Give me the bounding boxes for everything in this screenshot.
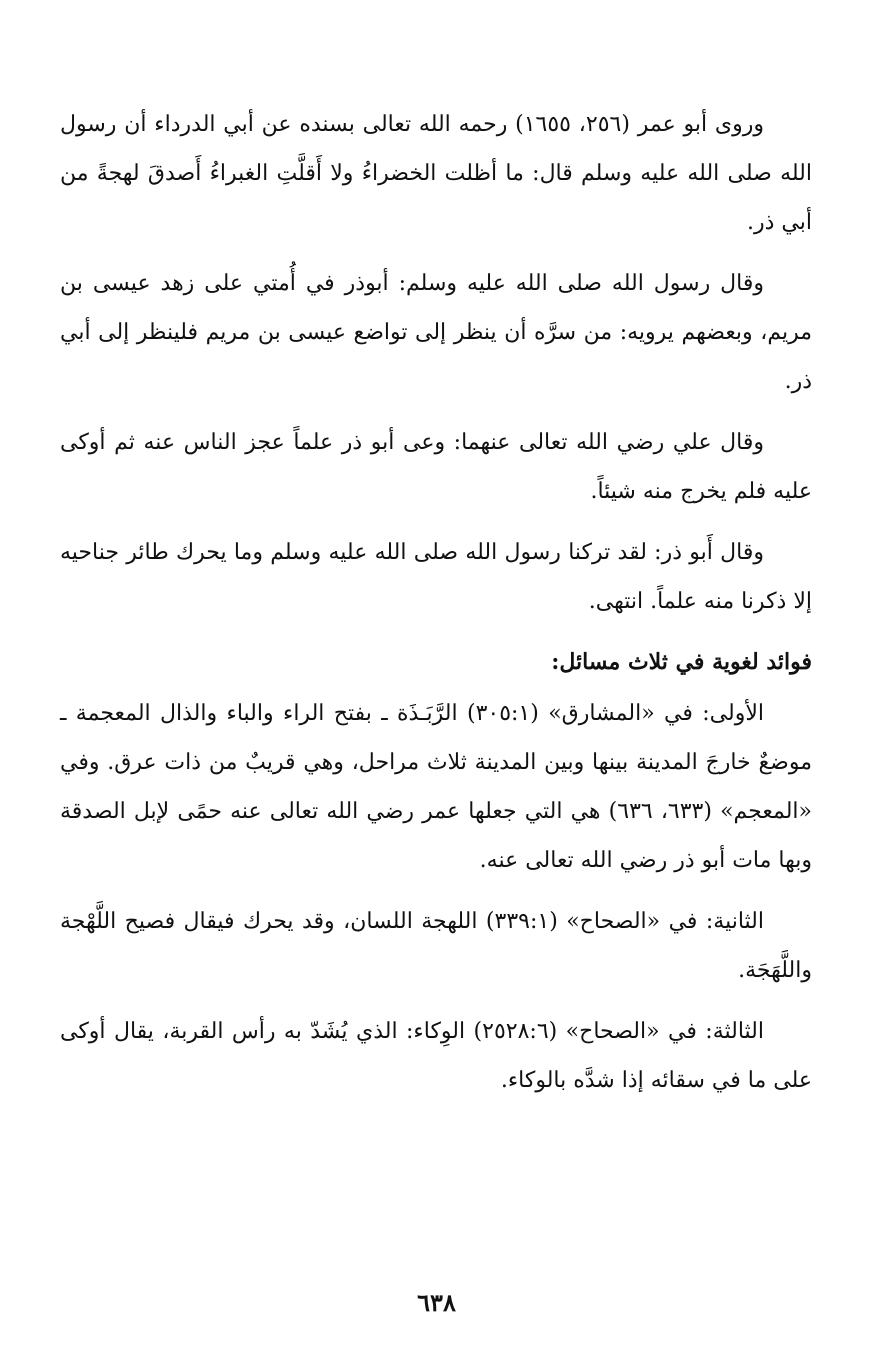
paragraph-abu-umar: وروى أبو عمر (٢٥٦، ١٦٥٥) رحمه الله تعالى بسنده عن أبي الدرداء أن رسول الله صلى الله عليه وسلم قال: ما أظلت الخضراءُ ولا أَقلَّتِ الغبراءُ أَصدقَ لهجةً من أبي ذر.	[60, 112, 812, 235]
paragraph-ali-saying: وقال علي رضي الله تعالى عنهما: وعى أبو ذر علماً عجز الناس عنه ثم أوكى عليه فلم يخرج منه شيئاً.	[60, 430, 812, 504]
section-heading: فوائد لغوية في ثلاث مسائل:	[551, 649, 812, 675]
paragraph-abu-dharr-saying: وقال أَبو ذر: لقد تركنا رسول الله صلى الله عليه وسلم وما يحرك طائر جناحيه إلا ذكرنا منه علماً. انتهى.	[60, 540, 812, 614]
paragraph-prophet-saying: وقال رسول الله صلى الله عليه وسلم: أبوذر في أُمتي على زهد عيسى بن مريم، وبعضهم يرويه: من سرَّه أن ينظر إلى تواضع عيسى بن مريم فلينظر إلى أبي ذر.	[60, 271, 812, 394]
page-number: ٦٣٨	[417, 1288, 456, 1317]
note-second: الثانية: في «الصحاح» (٣٣٩:١) اللهجة اللسان، وقد يحرك فيقال فصيح اللَّهْجة واللَّهَجَة.	[60, 909, 812, 983]
note-third: الثالثة: في «الصحاح» (٢٥٢٨:٦) الوِكاء: الذي يُشَدّ به رأس القربة، يقال أوكى على ما في سقائه إذا شدَّه بالوكاء.	[60, 1019, 812, 1093]
note-first: الأولى: في «المشارق» (٣٠٥:١) الرَّبَـذَة ـ بفتح الراء والباء والذال المعجمة ـ موضعٌ خارجَ المدينة بينها وبين المدينة ثلاث مراحل، وهي قريبٌ من ذات عرق. وفي «المعجم» (٦٣٣، ٦٣٦) هي التي جعلها عمر رضي الله تعالى عنه حمًى لإبل الصدقة وبها مات أبو ذر رضي الله تعالى عنه.	[60, 701, 812, 873]
document-body	[60, 100, 812, 1117]
